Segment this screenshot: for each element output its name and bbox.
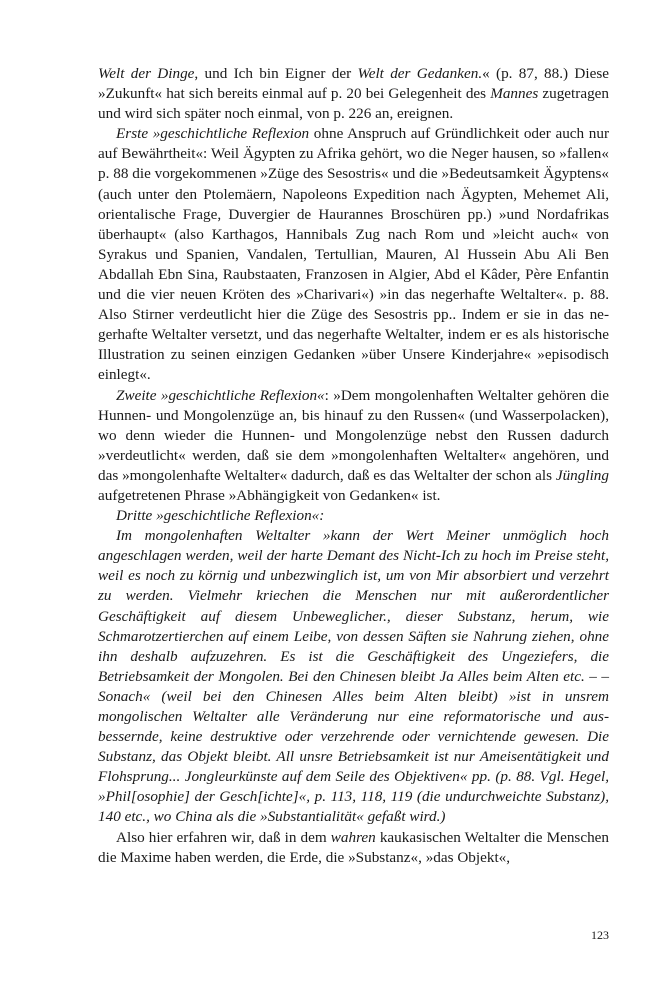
paragraph [98, 526, 609, 827]
text-segment: « (p. 87, 88.) Diese »Zukunft« hat sich bereits einmal auf p. 20 bei Gelegenheit des [98, 65, 609, 103]
text-segment: : »Dem mongolenhaften Weltalter gehören die Hunnen- und Mongolenzüge an, bis hinauf zu den Russen« (und Wasserpolacken), wo denn wieder die Hunnen- und Mongolenzüge nebst den Russen dadurch »verdeutlicht« werden, daß sie dem »mongolenhaften Weltalter« angehören, und das »mongolenhafte Weltalter« dadurch, daß es das Weltalter der schon als [98, 386, 609, 484]
paragraph [98, 64, 609, 124]
text-segment: Zweite »geschichtliche Reflexion« [116, 386, 325, 404]
paragraph [98, 506, 609, 526]
text-segment: zugetragen und wird sich später noch einmal, von p. 226 an, ereignen. [98, 85, 609, 123]
text-segment: wahren [330, 828, 376, 846]
text-segment: Welt der Dinge [98, 65, 195, 82]
text-segment: ohne Anspruch auf Gründlichkeit oder auch nur auf Bewährtheit«: Weil Ägypten zu Afrika gehört, wo die Neger hausen, so »fallen« p. 88 die vorgekommenen »Züge des Sesostris« und die »Bedeutsamkeit Ägyptens« (auch unter den Ptolemäern, Napoleons Expedition nach Ägypten, Mehemet Ali, orientalische Frage, Duvergier de Haurannes Broschüren pp.) »und Nordafrikas überhaupt« (also Karthagos, Hannibals Zug nach Rom und »leicht auch« von Syrakus und Spanien, Vandalen, Tertullian, Mauren, Al Hussein Abu Ali Ben Abdallah Ebn Sina, Raubstaaten, Franzosen in Algier, Abd el Kâder, Père Enfantin und die vier neuen Kröten des »Charivari«) »in das negerhafte Weltalter«. p. 88. Also Stirner verdeutlicht hier die Züge des Sesostris pp.. Indem er sie in das negerhafte Weltalter versetzt, und das negerhafte Weltalter, indem er es als historische Illustration zu seinen einzigen Gedanken »über Unsere Kinderjahre« »episodisch einlegt«. [98, 125, 609, 384]
text-segment: Jüngling [555, 466, 609, 484]
page-number: 123 [591, 928, 609, 942]
text-segment: kaukasischen Weltalter die Menschen die Maxime haben werden, die Erde, die »Substanz«, »das Objekt«, [98, 828, 609, 866]
text-segment: Erste »geschichtliche Reflexion [116, 125, 310, 143]
text-segment: Dritte »geschichtliche Reflexion«: [116, 507, 325, 525]
text-segment: aufgetretenen Phrase »Abhängigkeit von Gedanken« ist. [98, 486, 441, 504]
paragraph [98, 386, 609, 507]
text-segment: Welt der Gedanken. [357, 65, 483, 82]
page-body [98, 64, 609, 868]
text-segment: Im mongolenhaften Weltalter »kann der Wert Meiner unmöglich hoch angeschlagen werden, weil der harte Demant des Nicht-Ich zu hoch im Preise steht, weil es noch zu körnig und unbezwinglich ist, um von Mir absorbiert und verzehrt zu werden. Vielmehr kriechen die Menschen nur mit außerordentlicher Geschäftigkeit auf diesem Unbeweglicher., dieser Substanz, herum, wie Schmarotzertierchen auf einem Leibe, von dessen Säften sie Nahrung ziehen, ohne ihn deshalb aufzuzehren. Es ist die Geschäftigkeit des Ungeziefers, die Betriebsamkeit der Mongolen. Bei den Chinesen bleibt Ja Alles beim Alten etc. – – Sonach« (weil bei den Chinesen Alles beim Alten bleibt) »ist in unsrem mongolischen Weltalter alle Veränderung nur eine reformatorische und ausbessernde, keine destruktive oder verzehrende oder vernichtende gewesen. Die Substanz, das Objekt bleibt. All unsre Betriebsamkeit ist nur Ameisentätigkeit und Flohsprung... Jongleurkünste auf dem Seile des Objektiven« pp. (p. 88. Vgl. Hegel, »Phil[osophie] der Gesch[ichte]«, p. 113, 118, 119 (die undurchweichte Substanz), 140 etc., wo China als die »Substantialität« gefaßt wird.) [98, 527, 609, 826]
text-segment: , und Ich bin Eigner der [194, 65, 358, 82]
text-segment: Also hier erfahren wir, daß in dem [116, 828, 331, 846]
paragraph [98, 124, 609, 385]
text-segment: Mannes [490, 85, 539, 103]
paragraph [98, 828, 609, 868]
